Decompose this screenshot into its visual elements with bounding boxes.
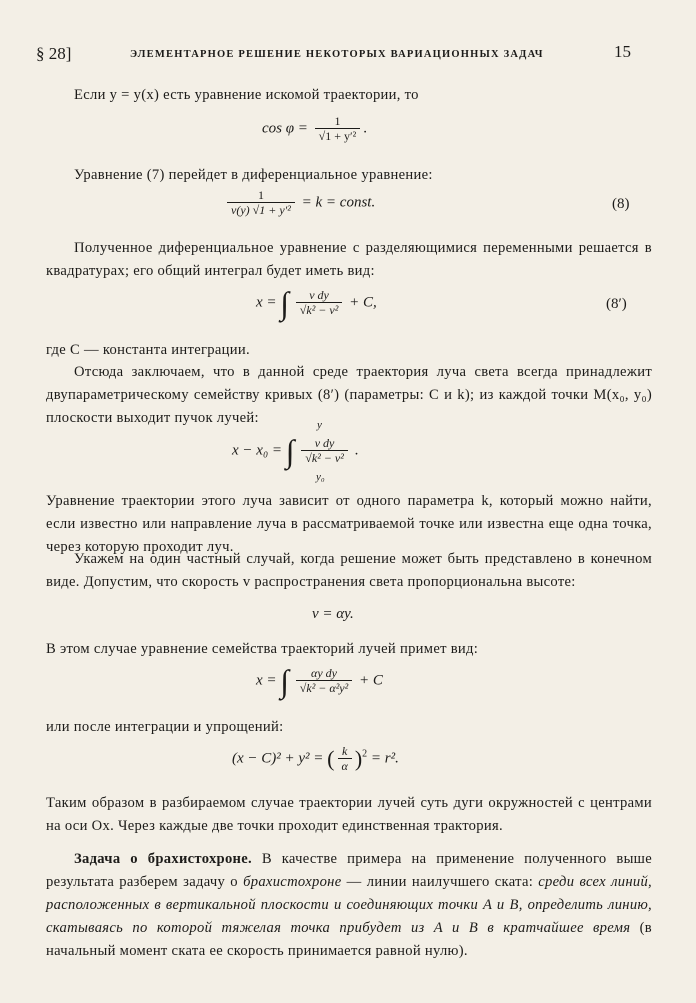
p11-part-c: (в начальный момент ската ее скорость принимается равной нулю). (46, 920, 652, 959)
eq3-num: v dy (309, 288, 329, 302)
paragraph-8: В этом случае уравнение семейства траекторий лучей примет вид: (46, 641, 479, 657)
running-title: ЭЛЕМЕНТАРНОЕ РЕШЕНИЕ НЕКОТОРЫХ ВАРИАЦИОННЫХ ЗАДАЧ (130, 49, 544, 60)
eq6-lhs: x = (256, 672, 277, 689)
eq4-num: v dy (314, 436, 335, 450)
paragraph-6: Уравнение траектории этого луча зависит от одного параметра k, который можно найти, если известно или направление луча в рассматриваемой точке или известна еще одна точка, через которую проходит луч. (46, 493, 652, 555)
eq4-lhs: x − x₀ = (232, 442, 283, 459)
eq3-den: √k² − v² (296, 302, 343, 318)
eq3-rhs: + C, (349, 294, 377, 311)
equation-pencil: x − x₀ = ∫ $\frac{\text{v dy}}{\text{√k² − v²}}$ . (232, 433, 359, 469)
equation-velocity: v = αy. (312, 606, 354, 622)
eq7-den: α (338, 758, 352, 774)
eq7-lhs: (x − C)² + y² = (232, 750, 324, 767)
page-number: 15 (614, 42, 631, 61)
p11-part-a: В качестве примера на применение полученного выше результата разберем задачу о (46, 851, 652, 890)
eq7-rhs: = r². (370, 750, 399, 767)
integral-sign: ∫ (280, 285, 290, 321)
equation-circle: (x − C)² + y² = ( $\frac{k}{\alpha}$ )$^2$ = r². (232, 744, 399, 773)
equation-8 (224, 188, 375, 218)
paragraph-11 (46, 848, 652, 963)
eq2-rhs: = k = const. (301, 194, 376, 211)
brachistochrone-heading: Задача о брахистохроне. (74, 851, 252, 867)
paragraph-10: Таким образом в разбираемом случае траектории лучей суть дуги окружностей с центрами на оси Ox. Через каждые две точки проходит единственная трактория. (46, 795, 652, 834)
eq6-num: αy dy (311, 666, 337, 680)
paragraph-9: или после интеграции и упрощений: (46, 719, 284, 735)
equation-family (256, 663, 383, 699)
eq3-lhs: x = (256, 294, 277, 311)
eq6-rhs: + C (358, 672, 383, 689)
eq6-den: √k² − α²y² (296, 680, 352, 696)
eq7-fraction (338, 744, 352, 774)
p11-term: брахистохроне (243, 874, 342, 890)
paragraph-1: Если y = y(x) есть уравнение искомой траектории, то (74, 87, 419, 103)
eq1-fraction (315, 114, 361, 144)
paragraph-4: где C — константа интеграции. (46, 342, 250, 358)
paragraph-2: Уравнение (7) перейдет в диференциальное уравнение: (74, 167, 433, 183)
eq3-number: (8′) (606, 296, 627, 312)
eq6-fraction (296, 666, 352, 696)
equation-8-prime (256, 285, 377, 321)
eq2-den: v(y) √1 + y′² (227, 202, 295, 218)
paragraph-7: Укажем на один частный случай, когда решение может быть представлено в конечном виде. Допустим, что скорость v распространения света пропорциональна высоте: (46, 551, 652, 590)
eq2-number: (8) (612, 196, 630, 212)
eq1-den: √1 + y′² (315, 128, 361, 144)
p11-problem-statement: среди всех линий, расположенных в вертикальной плоскости и соединяющих точки A и B, определить линию, скатываясь по которой тяжелая точка прибудет из A и B в кратчайшее время (46, 874, 653, 936)
eq7-num: k (341, 744, 348, 758)
eq4-lower-limit: y₀ (316, 471, 325, 483)
eq3-fraction (296, 288, 343, 318)
eq4-den: √k² − v² (301, 450, 348, 466)
section-mark: § 28] (36, 44, 72, 63)
eq2-fraction (227, 188, 295, 218)
paragraph-5: Отсюда заключаем, что в данной среде траектория луча света всегда принадлежит двупараметрическому семейству кривых (8′) (параметры: C и k); из каждой точки M(x₀, y₀) плоскости выходит пучок лучей: (46, 364, 652, 426)
eq1-lhs: cos φ = (262, 120, 308, 137)
paragraph-3: Полученное диференциальное уравнение с разделяющимися переменными решается в квадратурах; его общий интеграл будет иметь вид: (46, 240, 652, 279)
eq4-upper-limit: y (317, 419, 322, 431)
equation-cos: cos φ = $\frac{1}{\text{√1 + y′²}}$ . (262, 114, 367, 143)
p11-part-b: — линии наилучшего ската: (341, 874, 539, 890)
eq2-num: 1 (257, 188, 264, 202)
integral-sign: ∫ (280, 663, 290, 699)
integral-sign: ∫ (285, 433, 295, 469)
eq1-num: 1 (334, 114, 341, 128)
eq4-fraction (301, 436, 348, 466)
